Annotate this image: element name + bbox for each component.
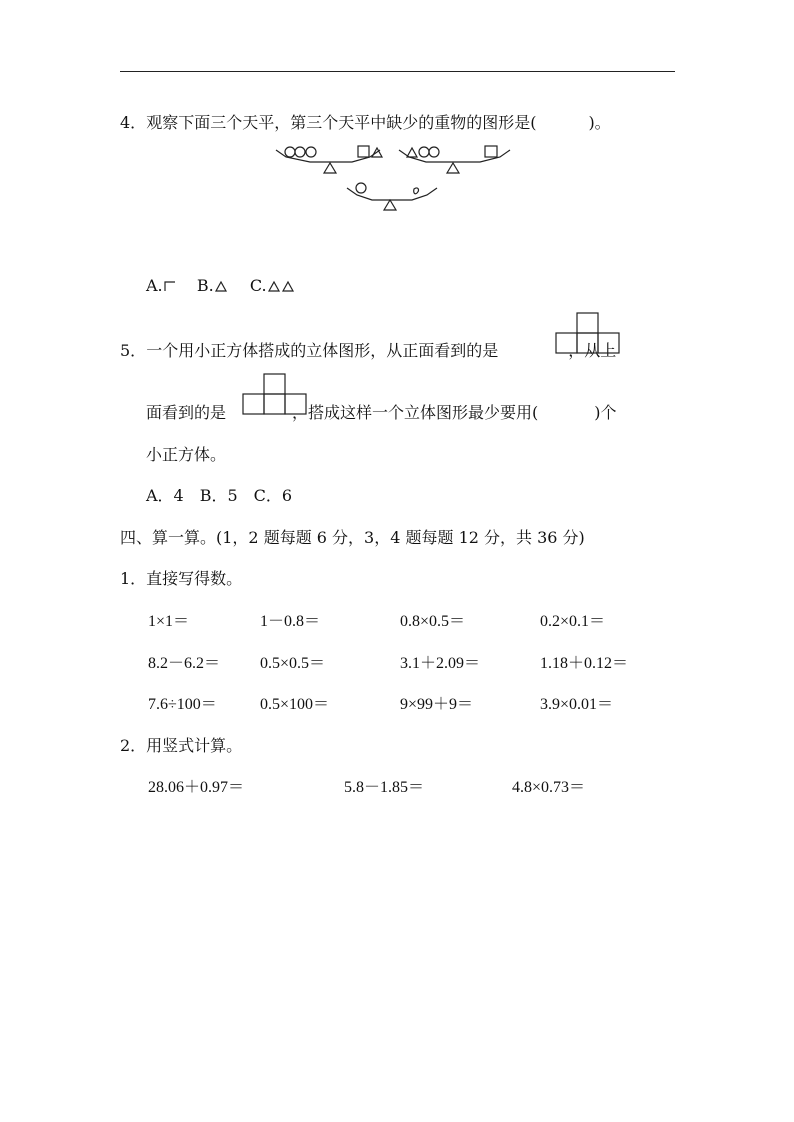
- q5-line1: [120, 338, 616, 361]
- q5-line3: 小正方体。: [146, 445, 227, 464]
- triangle-icon: [214, 280, 228, 292]
- q5-text-2-mid: ，搭成这样一个立体图形最少要用(: [292, 403, 539, 422]
- balance-1: [276, 146, 382, 173]
- q4-text: 观察下面三个天平，第三个天平中缺少的重物的图形是(: [146, 113, 537, 132]
- calc-item: 0.5×0.5＝: [260, 655, 326, 672]
- calc-item: 7.6÷100＝: [148, 696, 217, 713]
- q5-text-1-tail: ，从上: [568, 341, 617, 360]
- q4-option-c[interactable]: C.: [250, 276, 297, 295]
- calc-item: 1－0.8＝: [260, 613, 321, 630]
- q5-line2: [146, 400, 617, 423]
- p2-label: 2．用竖式计算。: [120, 736, 243, 755]
- calc-item: 3.9×0.01＝: [540, 696, 614, 713]
- front-view-figure: [555, 313, 621, 355]
- vertical-calc-item: 4.8×0.73＝: [512, 779, 586, 796]
- q5-options[interactable]: A．4 B．5 C．6: [146, 486, 293, 505]
- two-triangles-icon: [267, 280, 297, 292]
- balance-figures: [0, 0, 794, 300]
- top-view-figure: [242, 374, 308, 416]
- balance-2: [399, 146, 510, 173]
- q5-text-2-close: )个: [594, 403, 617, 422]
- q5-number: 5．: [120, 341, 147, 360]
- vertical-calc-item: 5.8－1.85＝: [344, 779, 425, 796]
- q5-text-2-head: 面看到的是: [146, 403, 227, 422]
- corner-shape-icon: [163, 279, 177, 293]
- q4-options: [146, 276, 297, 295]
- calc-item: 0.5×100＝: [260, 696, 330, 713]
- balance-3: [347, 183, 437, 210]
- calc-item: 3.1＋2.09＝: [400, 655, 481, 672]
- q5-text-1: 一个用小正方体搭成的立体图形，从正面看到的是: [146, 341, 499, 360]
- calc-item: 8.2－6.2＝: [148, 655, 221, 672]
- q4-option-b[interactable]: B.: [197, 276, 228, 295]
- p1-label: 1．直接写得数。: [120, 569, 243, 588]
- calc-item: 0.8×0.5＝: [400, 613, 466, 630]
- q4-close: )。: [588, 113, 611, 132]
- calc-item: 1×1＝: [148, 613, 190, 630]
- section-4-title: 四、算一算。(1，2 题每题 6 分，3，4 题每题 12 分，共 36 分): [120, 528, 585, 547]
- calc-item: 9×99＋9＝: [400, 696, 474, 713]
- calc-item: 0.2×0.1＝: [540, 613, 606, 630]
- calc-item: 1.18＋0.12＝: [540, 655, 629, 672]
- q4-option-a[interactable]: A.: [146, 276, 177, 295]
- vertical-calc-item: 28.06＋0.97＝: [148, 779, 245, 796]
- q4-number: 4．: [120, 113, 147, 132]
